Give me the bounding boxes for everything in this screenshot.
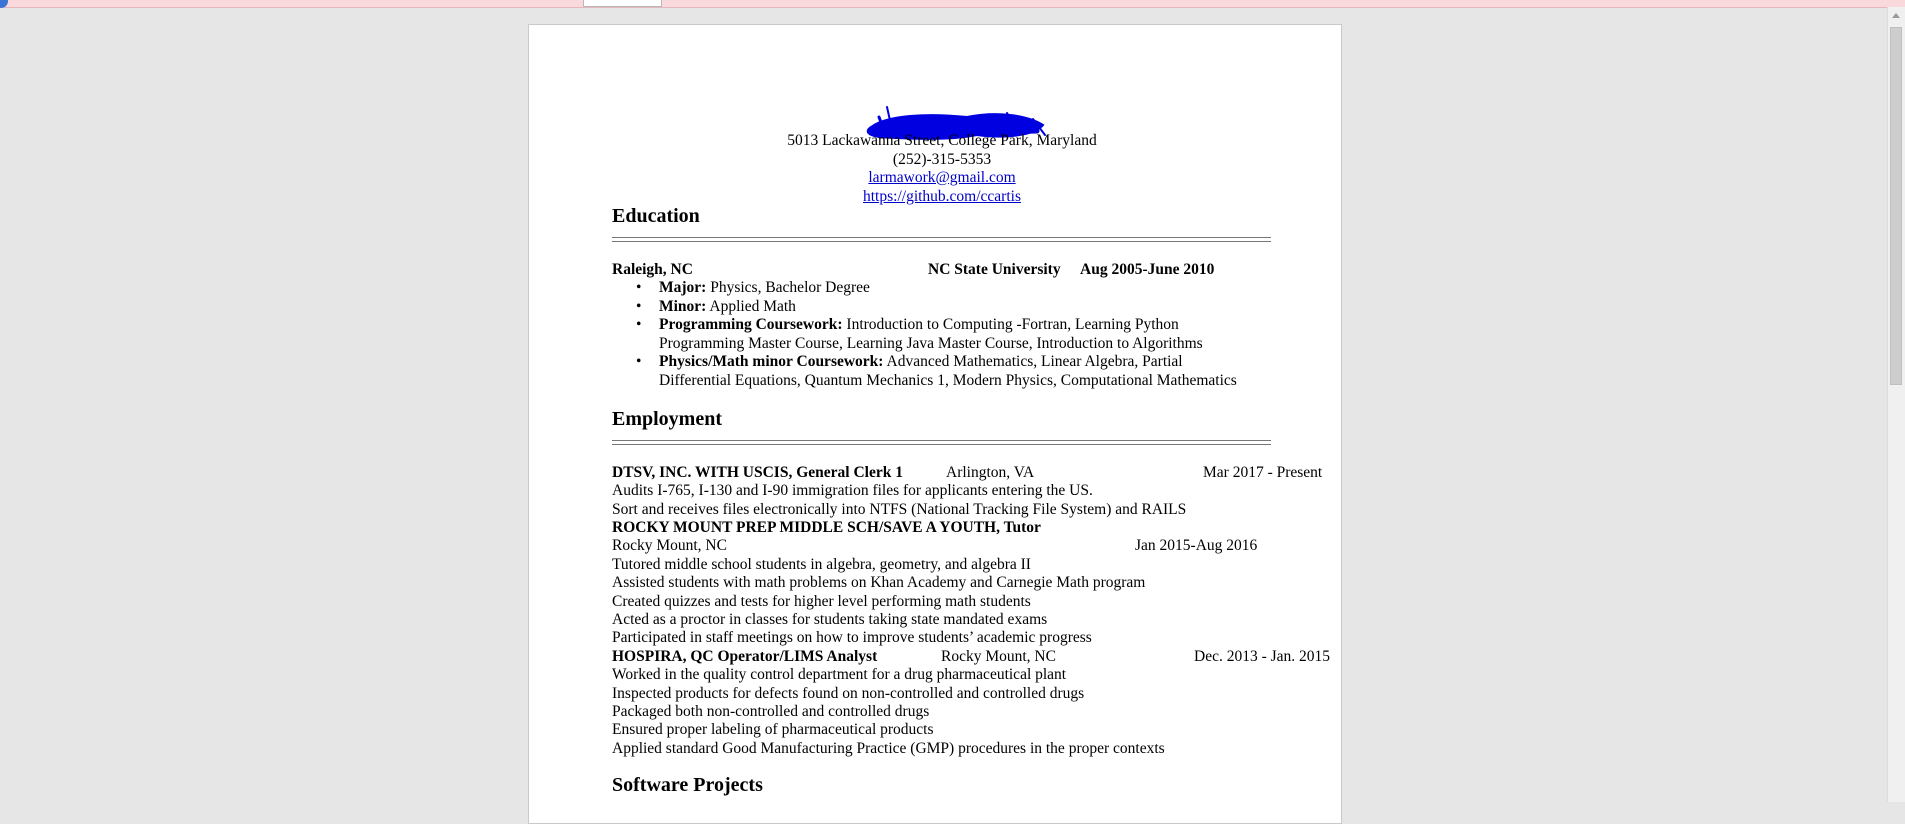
- job-duty: Ensured proper labeling of pharmaceutical products: [612, 721, 934, 738]
- employment-divider: [612, 440, 1271, 445]
- browser-toolbar: [0, 0, 1905, 8]
- education-dates: Aug 2005-June 2010: [1080, 261, 1215, 278]
- software-projects-heading: Software Projects: [612, 774, 763, 796]
- job-dates: Jan 2015-Aug 2016: [1135, 537, 1258, 554]
- job-title: HOSPIRA, QC Operator/LIMS Analyst: [612, 648, 878, 665]
- job-location: Rocky Mount, NC: [941, 648, 1056, 665]
- job-duty: Applied standard Good Manufacturing Practice (GMP) procedures in the proper contexts: [612, 740, 1165, 757]
- job-location: Arlington, VA: [946, 464, 1035, 481]
- education-list: [612, 279, 1237, 390]
- browser-logo-icon[interactable]: [0, 0, 8, 8]
- education-heading: Education: [612, 205, 700, 227]
- job-duty: Participated in staff meetings on how to improve students’ academic progress: [612, 629, 1092, 646]
- address: 5013 Lackawanna Street, College Park, Maryland: [787, 132, 1097, 149]
- employment-heading: Employment: [612, 408, 722, 430]
- document-page: [528, 24, 1342, 824]
- education-location: Raleigh, NC: [612, 261, 693, 278]
- phone: (252)-315-5353: [892, 150, 992, 168]
- job-duty: Worked in the quality control department for a drug pharmaceutical plant: [612, 666, 1067, 683]
- job-duty: Acted as a proctor in classes for students taking state mandated exams: [612, 611, 1048, 628]
- job-duty: Assisted students with math problems on Khan Academy and Carnegie Math program: [612, 574, 1146, 591]
- email-link[interactable]: larmawork@gmail.com: [868, 169, 1016, 186]
- job-duty: Created quizzes and tests for higher level performing math students: [612, 593, 1031, 610]
- job-duty: Packaged both non-controlled and controlled drugs: [612, 703, 930, 720]
- job-location: Rocky Mount, NC: [612, 537, 727, 554]
- education-school: NC State University: [928, 261, 1061, 278]
- job-dates: Mar 2017 - Present: [1203, 464, 1323, 481]
- job-duty: Inspected products for defects found on non-controlled and controlled drugs: [612, 685, 1085, 702]
- contact-header: [612, 132, 1272, 206]
- vertical-scrollbar[interactable]: [1887, 7, 1905, 802]
- education-divider: [612, 237, 1271, 242]
- job-duty: Sort and receives files electronically into NTFS (National Tracking File System) and RAILS: [612, 501, 1187, 518]
- job-duty: Tutored middle school students in algebra, geometry, and algebra II: [612, 556, 1031, 573]
- scroll-up-arrow-icon[interactable]: [1892, 13, 1900, 18]
- job-dates: Dec. 2013 - Jan. 2015: [1194, 648, 1331, 665]
- scrollbar-thumb[interactable]: [1890, 27, 1902, 385]
- list-item: • Major: Physics, Bachelor Degree: [636, 279, 870, 296]
- job-title: ROCKY MOUNT PREP MIDDLE SCH/SAVE A YOUTH, Tutor: [612, 519, 1041, 536]
- job-title: DTSV, INC. WITH USCIS, General Clerk 1: [612, 464, 903, 481]
- list-item: • Physics/Math minor Coursework: Advanced Mathematics, Linear Algebra, Partial Differential Equations, Quantum Mechanics 1, Modern Physics, Computational Mathematics: [636, 353, 1237, 389]
- toolbar-input[interactable]: [583, 0, 662, 7]
- list-item: • Programming Coursework: Introduction to Computing -Fortran, Learning Python Programming Master Course, Learning Java Master Course, Introduction to Algorithms: [636, 316, 1203, 352]
- job-duty: Audits I-765, I-130 and I-90 immigration files for applicants entering the US.: [612, 482, 1093, 499]
- github-link[interactable]: https://github.com/ccartis: [863, 187, 1021, 205]
- list-item: • Minor: Applied Math: [636, 297, 796, 315]
